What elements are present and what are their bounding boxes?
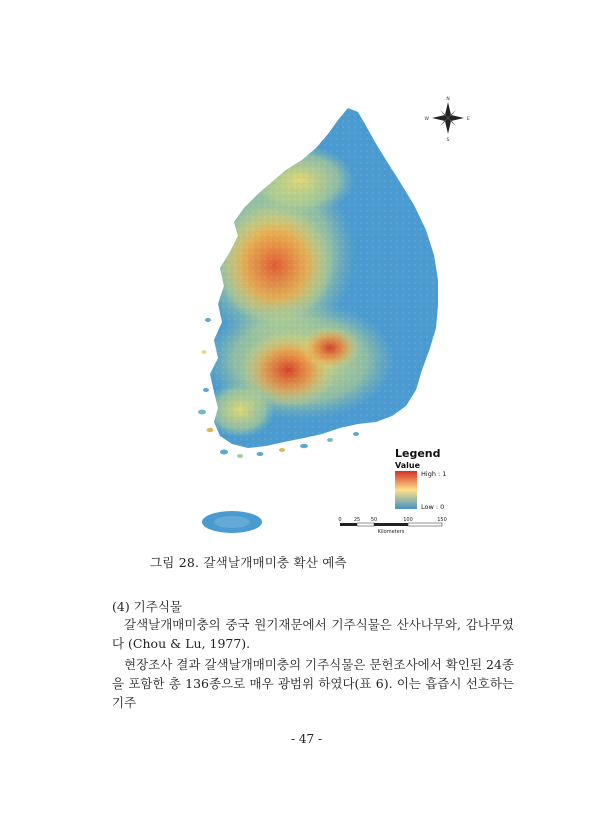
figure-caption: 그림 28. 갈색날개매미충 확산 예측: [150, 555, 347, 570]
compass-north-label: N: [446, 97, 450, 102]
legend-subtitle: Value: [395, 461, 421, 470]
compass-east-label: E: [467, 117, 470, 122]
scale-tick-0: 0: [338, 517, 342, 523]
compass-rose-icon: [425, 96, 470, 143]
scale-bar: [338, 517, 446, 535]
map-legend: [395, 447, 446, 511]
legend-title: Legend: [395, 447, 441, 460]
page-number: - 47 -: [290, 732, 322, 746]
korea-spread-map: [180, 90, 480, 540]
scale-tick-150: 150: [437, 517, 447, 523]
scale-tick-100: 100: [403, 517, 413, 523]
prediction-map-figure: [180, 90, 480, 540]
paragraph-host-plants-origin: 갈색날개매미충의 중국 원기재문에서 기주식물은 산사나무와, 감나무였다 (Chou & Lu, 1977).: [112, 617, 514, 651]
legend-color-ramp: [395, 471, 417, 509]
scale-unit: Kilometers: [377, 529, 405, 535]
paragraph-field-survey: 현장조사 결과 갈색날개매미충의 기주식물은 문헌조사에서 확인된 24종을 포함한 총 136종으로 매우 광범위 하였다(표 6). 이는 흡즙시 선호하는 기주: [112, 657, 514, 710]
scale-tick-25: 25: [353, 517, 361, 523]
section-heading: (4) 기주식물: [112, 599, 182, 614]
scale-tick-50: 50: [370, 517, 378, 523]
legend-low-label: Low : 0: [421, 503, 445, 511]
compass-west-label: W: [424, 117, 429, 122]
legend-high-label: High : 1: [421, 470, 447, 478]
compass-south-label: S: [446, 138, 450, 143]
